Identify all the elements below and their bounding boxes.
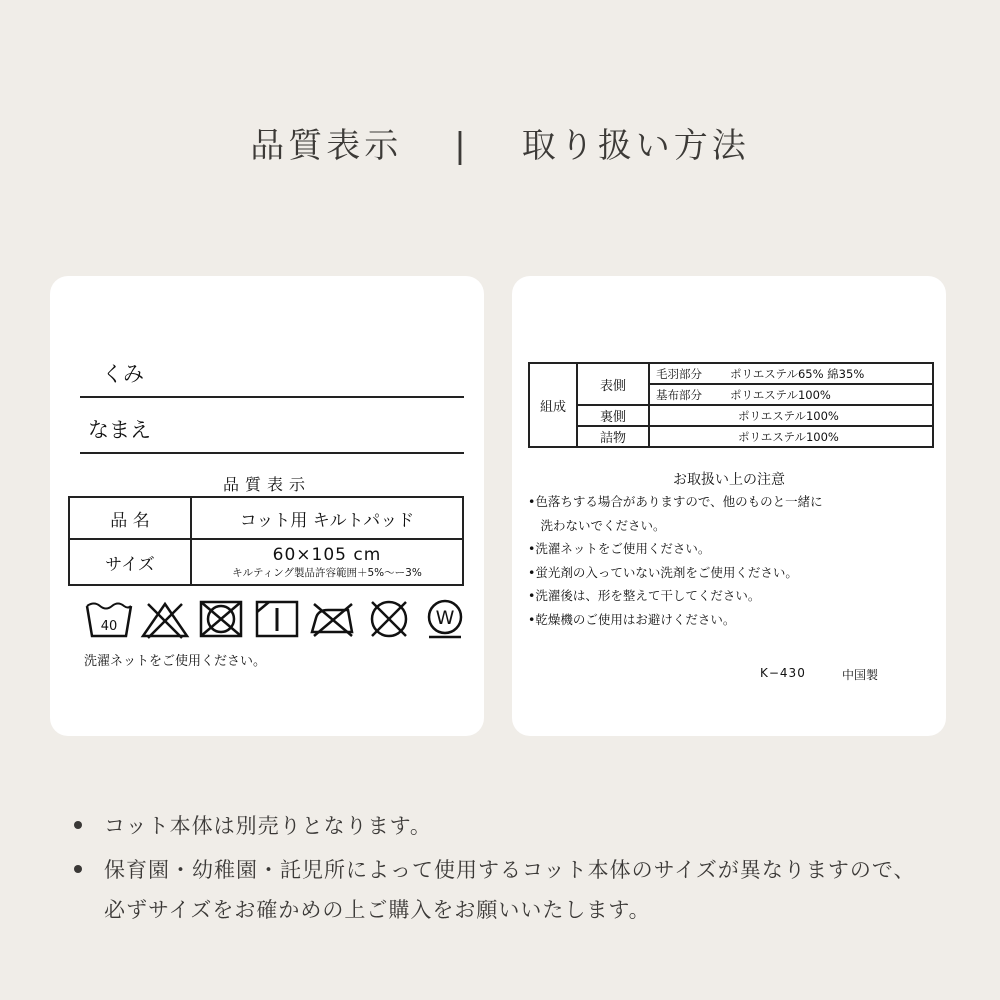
class-label: くみ — [102, 362, 144, 386]
list-item — [74, 850, 934, 930]
size-key: サイズ — [69, 539, 191, 585]
wet-clean-icon — [420, 598, 470, 640]
note-text: コット本体は別売りとなります。 — [104, 814, 432, 838]
size-cell — [191, 539, 463, 585]
filling-part: 詰物 — [577, 426, 649, 447]
bullet-dot-icon — [74, 865, 82, 873]
list-item: •蛍光剤の入っていない洗剤をご使用ください。 — [528, 564, 798, 580]
list-item: •色落ちする場合がありますので、他のものと一緒に — [528, 494, 823, 509]
class-line — [80, 396, 464, 398]
back-part: 裏側 — [577, 405, 649, 426]
size-tolerance: キルティング製品許容範囲＋5%〜ー3% — [232, 566, 422, 579]
no-dry-clean-icon — [364, 598, 414, 640]
table-row — [529, 405, 933, 426]
caution-list — [528, 490, 938, 631]
page-header — [0, 118, 1000, 167]
filling-material: ポリエステル100% — [649, 426, 933, 447]
header-care-title: 取り扱い方法 — [521, 126, 750, 166]
composition-group: 組成 — [529, 363, 577, 447]
header-quality-title: 品質表示 — [250, 126, 403, 166]
no-iron-icon — [308, 598, 358, 640]
table-row — [529, 363, 933, 384]
care-note: 洗濯ネットをご使用ください。 — [84, 654, 267, 669]
line-dry-icon — [252, 598, 302, 640]
wash-40-icon — [84, 598, 134, 640]
no-tumble-dry-icon — [196, 598, 246, 640]
list-item — [74, 806, 934, 846]
bullet-dot-icon — [74, 821, 82, 829]
product-value: コット用 キルトパッド — [191, 497, 463, 539]
quality-label-card — [50, 276, 484, 736]
quality-title: 品質表示 — [222, 475, 311, 494]
base-sub: 基布部分 — [649, 384, 724, 405]
no-bleach-icon — [140, 598, 190, 640]
base-material: ポリエステル100% — [724, 384, 933, 405]
size-value: 60×105 cm — [272, 544, 382, 565]
care-label-card — [512, 276, 946, 736]
product-key: 品 名 — [69, 497, 191, 539]
wash-temp: 40 — [100, 619, 118, 634]
list-item: •洗濯ネットをご使用ください。 — [528, 541, 711, 556]
caution-title: お取扱い上の注意 — [673, 472, 785, 488]
list-item: 洗わないでください。 — [528, 517, 666, 533]
table-row — [69, 497, 463, 539]
face-part: 表側 — [577, 363, 649, 405]
header-separator: | — [454, 126, 470, 166]
product-code: K−430 — [760, 666, 806, 680]
name-line — [80, 452, 464, 454]
wet-clean-letter: W — [435, 607, 455, 629]
table-row — [69, 539, 463, 585]
composition-table — [528, 362, 934, 448]
notes-list — [74, 806, 934, 930]
list-item: •洗濯後は、形を整えて干してください。 — [528, 588, 761, 603]
care-symbols — [84, 598, 470, 640]
back-material: ポリエステル100% — [649, 405, 933, 426]
quality-table — [68, 496, 464, 586]
list-item: •乾燥機のご使用はお避けください。 — [528, 611, 736, 627]
name-label: なまえ — [88, 418, 151, 442]
pile-sub: 毛羽部分 — [649, 363, 724, 384]
country-of-origin: 中国製 — [842, 668, 879, 682]
table-row — [529, 426, 933, 447]
note-text: 保育園・幼稚園・託児所によって使用するコット本体のサイズが異なりますので、必ずサイズをお確かめの上ご購入をお願いいたします。 — [104, 858, 916, 922]
pile-material: ポリエステル65% 綿35% — [724, 363, 933, 384]
